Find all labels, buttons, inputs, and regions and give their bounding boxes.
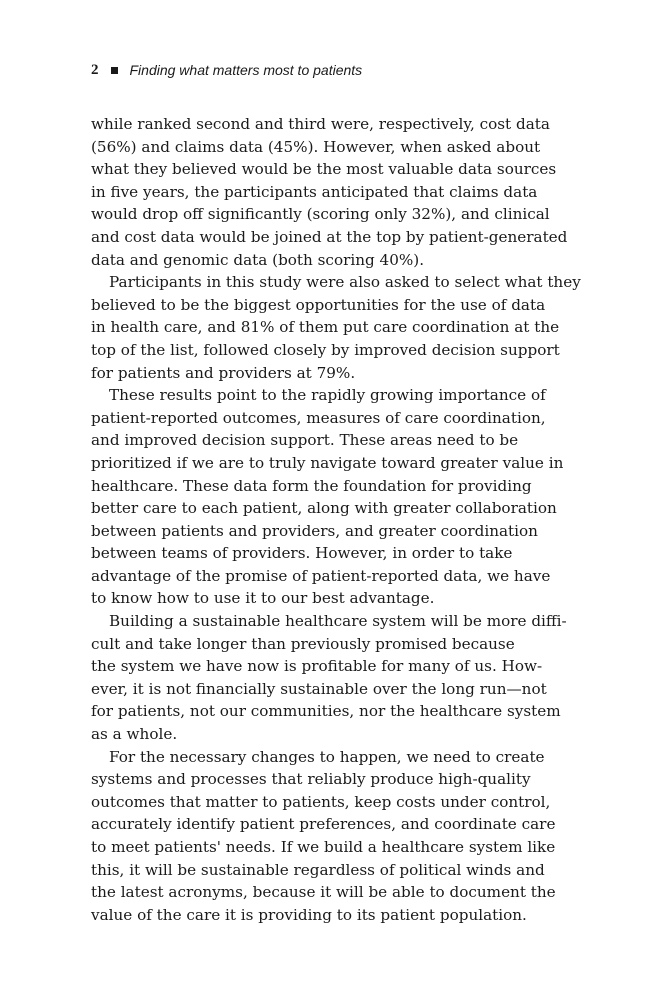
text-line: for patients, not our communities, nor the healthcare system [91,702,561,721]
text-line: while ranked second and third were, respectively, cost data [91,115,550,133]
text-line: to meet patients' needs. If we build a healthcare system like [91,838,556,856]
text-line: data and genomic data (both scoring 40%). [91,250,425,269]
text-line: as a whole. [91,725,178,744]
text-line: ever, it is not financially sustainable over the long run—not [91,679,547,698]
text-line: between patients and providers, and greater coordination [91,521,538,540]
text-line: in health care, and 81% of them put care coordination at the [91,318,560,337]
paragraph-2 [91,271,581,384]
text-line: prioritized if we are to truly navigate toward greater value in [91,453,564,472]
text-line: in five years, the participants anticipated that claims data [91,182,538,201]
text-line: and cost data would be joined at the top by patient-generated [91,227,568,246]
text-line: patient-reported outcomes, measures of care coordination, [91,408,546,427]
page-number: 2 [91,61,99,78]
text-line: (56%) and claims data (45%). However, when asked about [91,137,541,156]
text-line: For the necessary changes to happen, we need to create [109,747,545,766]
text-line: between teams of providers. However, in order to take [91,544,513,563]
body-text [91,113,581,926]
text-line: the latest acronyms, because it will be able to document the [91,883,556,902]
text-line: believed to be the biggest opportunities for the use of data [91,295,546,314]
text-line: systems and processes that reliably produce high-quality [91,770,531,789]
text-line: Participants in this study were also asked to select what they [109,273,581,292]
text-line: These results point to the rapidly growing importance of [109,386,546,405]
text-line: accurately identify patient preferences, and coordinate care [91,815,556,834]
text-line: what they believed would be the most valuable data sources [91,160,557,179]
text-line: Building a sustainable healthcare system will be more diffi- [109,612,567,631]
text-line: the system we have now is profitable for many of us. How- [91,657,543,676]
text-line: and improved decision support. These areas need to be [91,431,519,450]
paragraph-3 [91,384,581,610]
paragraph-4 [91,610,581,746]
text-line: for patients and providers at 79%. [91,363,356,382]
text-line: would drop off significantly (scoring only 32%), and clinical [91,205,550,224]
text-line: better care to each patient, along with greater collaboration [91,499,557,518]
text-line: to know how to use it to our best advantage. [91,589,435,608]
square-bullet-icon [111,67,118,74]
running-title: Finding what matters most to patients [129,62,363,78]
running-head [91,59,362,81]
text-line: outcomes that matter to patients, keep costs under control, [91,792,551,811]
text-line: healthcare. These data form the foundation for providing [91,476,532,495]
text-line: this, it will be sustainable regardless of political winds and [91,860,545,879]
text-line: cult and take longer than previously promised because [91,634,515,653]
text-line: value of the care it is providing to its patient population. [91,905,527,924]
paragraph-5 [91,746,581,927]
text-line: advantage of the promise of patient-reported data, we have [91,566,551,585]
paragraph-1 [91,113,581,271]
text-line: top of the list, followed closely by improved decision support [91,340,560,359]
